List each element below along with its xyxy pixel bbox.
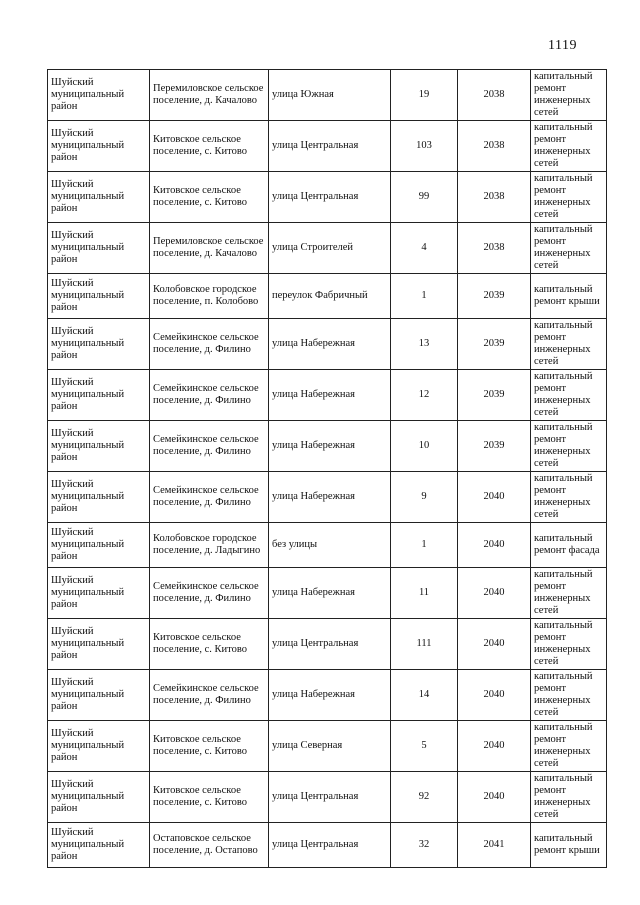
settlement-cell: Китовское сельское поселение, с. Китово — [150, 121, 269, 172]
district-cell: Шуйский муниципальный район — [48, 619, 150, 670]
street-cell: улица Центральная — [269, 172, 391, 223]
house-number-cell: 13 — [391, 319, 458, 370]
house-number-cell: 9 — [391, 472, 458, 523]
house-number-cell: 92 — [391, 772, 458, 823]
table-row — [48, 172, 607, 223]
work-type-cell: капитальный ремонт инженерных сетей — [531, 568, 607, 619]
settlement-cell: Семейкинское сельское поселение, д. Филино — [150, 370, 269, 421]
house-number-cell: 32 — [391, 823, 458, 868]
district-cell: Шуйский муниципальный район — [48, 121, 150, 172]
settlement-cell: Китовское сельское поселение, с. Китово — [150, 619, 269, 670]
work-type-cell: капитальный ремонт инженерных сетей — [531, 421, 607, 472]
settlement-cell: Перемиловское сельское поселение, д. Качалово — [150, 70, 269, 121]
table-row — [48, 370, 607, 421]
district-cell: Шуйский муниципальный район — [48, 370, 150, 421]
settlement-cell: Семейкинское сельское поселение, д. Филино — [150, 421, 269, 472]
settlement-cell: Китовское сельское поселение, с. Китово — [150, 721, 269, 772]
house-number-cell: 5 — [391, 721, 458, 772]
year-cell: 2040 — [458, 568, 531, 619]
house-number-cell: 111 — [391, 619, 458, 670]
year-cell: 2039 — [458, 319, 531, 370]
work-type-cell: капитальный ремонт инженерных сетей — [531, 319, 607, 370]
house-number-cell: 1 — [391, 274, 458, 319]
street-cell: улица Центральная — [269, 619, 391, 670]
work-type-cell: капитальный ремонт крыши — [531, 823, 607, 868]
settlement-cell: Семейкинское сельское поселение, д. Филино — [150, 670, 269, 721]
district-cell: Шуйский муниципальный район — [48, 772, 150, 823]
street-cell: без улицы — [269, 523, 391, 568]
house-number-cell: 14 — [391, 670, 458, 721]
house-number-cell: 12 — [391, 370, 458, 421]
work-type-cell: капитальный ремонт инженерных сетей — [531, 772, 607, 823]
district-cell: Шуйский муниципальный район — [48, 223, 150, 274]
district-cell: Шуйский муниципальный район — [48, 823, 150, 868]
street-cell: улица Набережная — [269, 568, 391, 619]
table-row — [48, 619, 607, 670]
district-cell: Шуйский муниципальный район — [48, 523, 150, 568]
year-cell: 2039 — [458, 370, 531, 421]
house-number-cell: 10 — [391, 421, 458, 472]
street-cell: улица Набережная — [269, 472, 391, 523]
table-row — [48, 721, 607, 772]
house-number-cell: 19 — [391, 70, 458, 121]
house-number-cell: 103 — [391, 121, 458, 172]
district-cell: Шуйский муниципальный район — [48, 472, 150, 523]
settlement-cell: Китовское сельское поселение, с. Китово — [150, 172, 269, 223]
work-type-cell: капитальный ремонт крыши — [531, 274, 607, 319]
year-cell: 2038 — [458, 172, 531, 223]
table-row — [48, 772, 607, 823]
settlement-cell: Семейкинское сельское поселение, д. Филино — [150, 568, 269, 619]
work-type-cell: капитальный ремонт инженерных сетей — [531, 223, 607, 274]
settlement-cell: Китовское сельское поселение, с. Китово — [150, 772, 269, 823]
year-cell: 2038 — [458, 223, 531, 274]
settlement-cell: Остаповское сельское поселение, д. Остапово — [150, 823, 269, 868]
settlement-cell: Семейкинское сельское поселение, д. Филино — [150, 472, 269, 523]
street-cell: переулок Фабричный — [269, 274, 391, 319]
table-row — [48, 319, 607, 370]
page-number: 1119 — [548, 38, 577, 53]
house-number-cell: 1 — [391, 523, 458, 568]
year-cell: 2040 — [458, 772, 531, 823]
work-type-cell: капитальный ремонт инженерных сетей — [531, 721, 607, 772]
settlement-cell: Семейкинское сельское поселение, д. Филино — [150, 319, 269, 370]
table-row — [48, 523, 607, 568]
house-number-cell: 99 — [391, 172, 458, 223]
district-cell: Шуйский муниципальный район — [48, 70, 150, 121]
street-cell: улица Центральная — [269, 772, 391, 823]
year-cell: 2040 — [458, 670, 531, 721]
year-cell: 2040 — [458, 619, 531, 670]
district-cell: Шуйский муниципальный район — [48, 319, 150, 370]
settlement-cell: Колобовское городское поселение, п. Колобово — [150, 274, 269, 319]
table-row — [48, 823, 607, 868]
district-cell: Шуйский муниципальный район — [48, 172, 150, 223]
district-cell: Шуйский муниципальный район — [48, 721, 150, 772]
year-cell: 2041 — [458, 823, 531, 868]
district-cell: Шуйский муниципальный район — [48, 670, 150, 721]
year-cell: 2040 — [458, 472, 531, 523]
year-cell: 2040 — [458, 721, 531, 772]
street-cell: улица Южная — [269, 70, 391, 121]
work-type-cell: капитальный ремонт инженерных сетей — [531, 619, 607, 670]
house-number-cell: 11 — [391, 568, 458, 619]
table-row — [48, 274, 607, 319]
repair-schedule-table — [47, 69, 607, 868]
settlement-cell: Колобовское городское поселение, д. Ладыгино — [150, 523, 269, 568]
street-cell: улица Центральная — [269, 823, 391, 868]
house-number-cell: 4 — [391, 223, 458, 274]
table-row — [48, 70, 607, 121]
year-cell: 2038 — [458, 70, 531, 121]
year-cell: 2039 — [458, 421, 531, 472]
table-row — [48, 223, 607, 274]
work-type-cell: капитальный ремонт инженерных сетей — [531, 670, 607, 721]
work-type-cell: капитальный ремонт инженерных сетей — [531, 121, 607, 172]
work-type-cell: капитальный ремонт фасада — [531, 523, 607, 568]
table-row — [48, 421, 607, 472]
street-cell: улица Набережная — [269, 421, 391, 472]
street-cell: улица Набережная — [269, 670, 391, 721]
year-cell: 2038 — [458, 121, 531, 172]
work-type-cell: капитальный ремонт инженерных сетей — [531, 370, 607, 421]
year-cell: 2039 — [458, 274, 531, 319]
work-type-cell: капитальный ремонт инженерных сетей — [531, 472, 607, 523]
street-cell: улица Центральная — [269, 121, 391, 172]
street-cell: улица Набережная — [269, 319, 391, 370]
district-cell: Шуйский муниципальный район — [48, 568, 150, 619]
work-type-cell: капитальный ремонт инженерных сетей — [531, 70, 607, 121]
table-row — [48, 670, 607, 721]
settlement-cell: Перемиловское сельское поселение, д. Качалово — [150, 223, 269, 274]
year-cell: 2040 — [458, 523, 531, 568]
district-cell: Шуйский муниципальный район — [48, 421, 150, 472]
table-row — [48, 472, 607, 523]
district-cell: Шуйский муниципальный район — [48, 274, 150, 319]
street-cell: улица Северная — [269, 721, 391, 772]
street-cell: улица Строителей — [269, 223, 391, 274]
table-row — [48, 121, 607, 172]
street-cell: улица Набережная — [269, 370, 391, 421]
work-type-cell: капитальный ремонт инженерных сетей — [531, 172, 607, 223]
table-row — [48, 568, 607, 619]
